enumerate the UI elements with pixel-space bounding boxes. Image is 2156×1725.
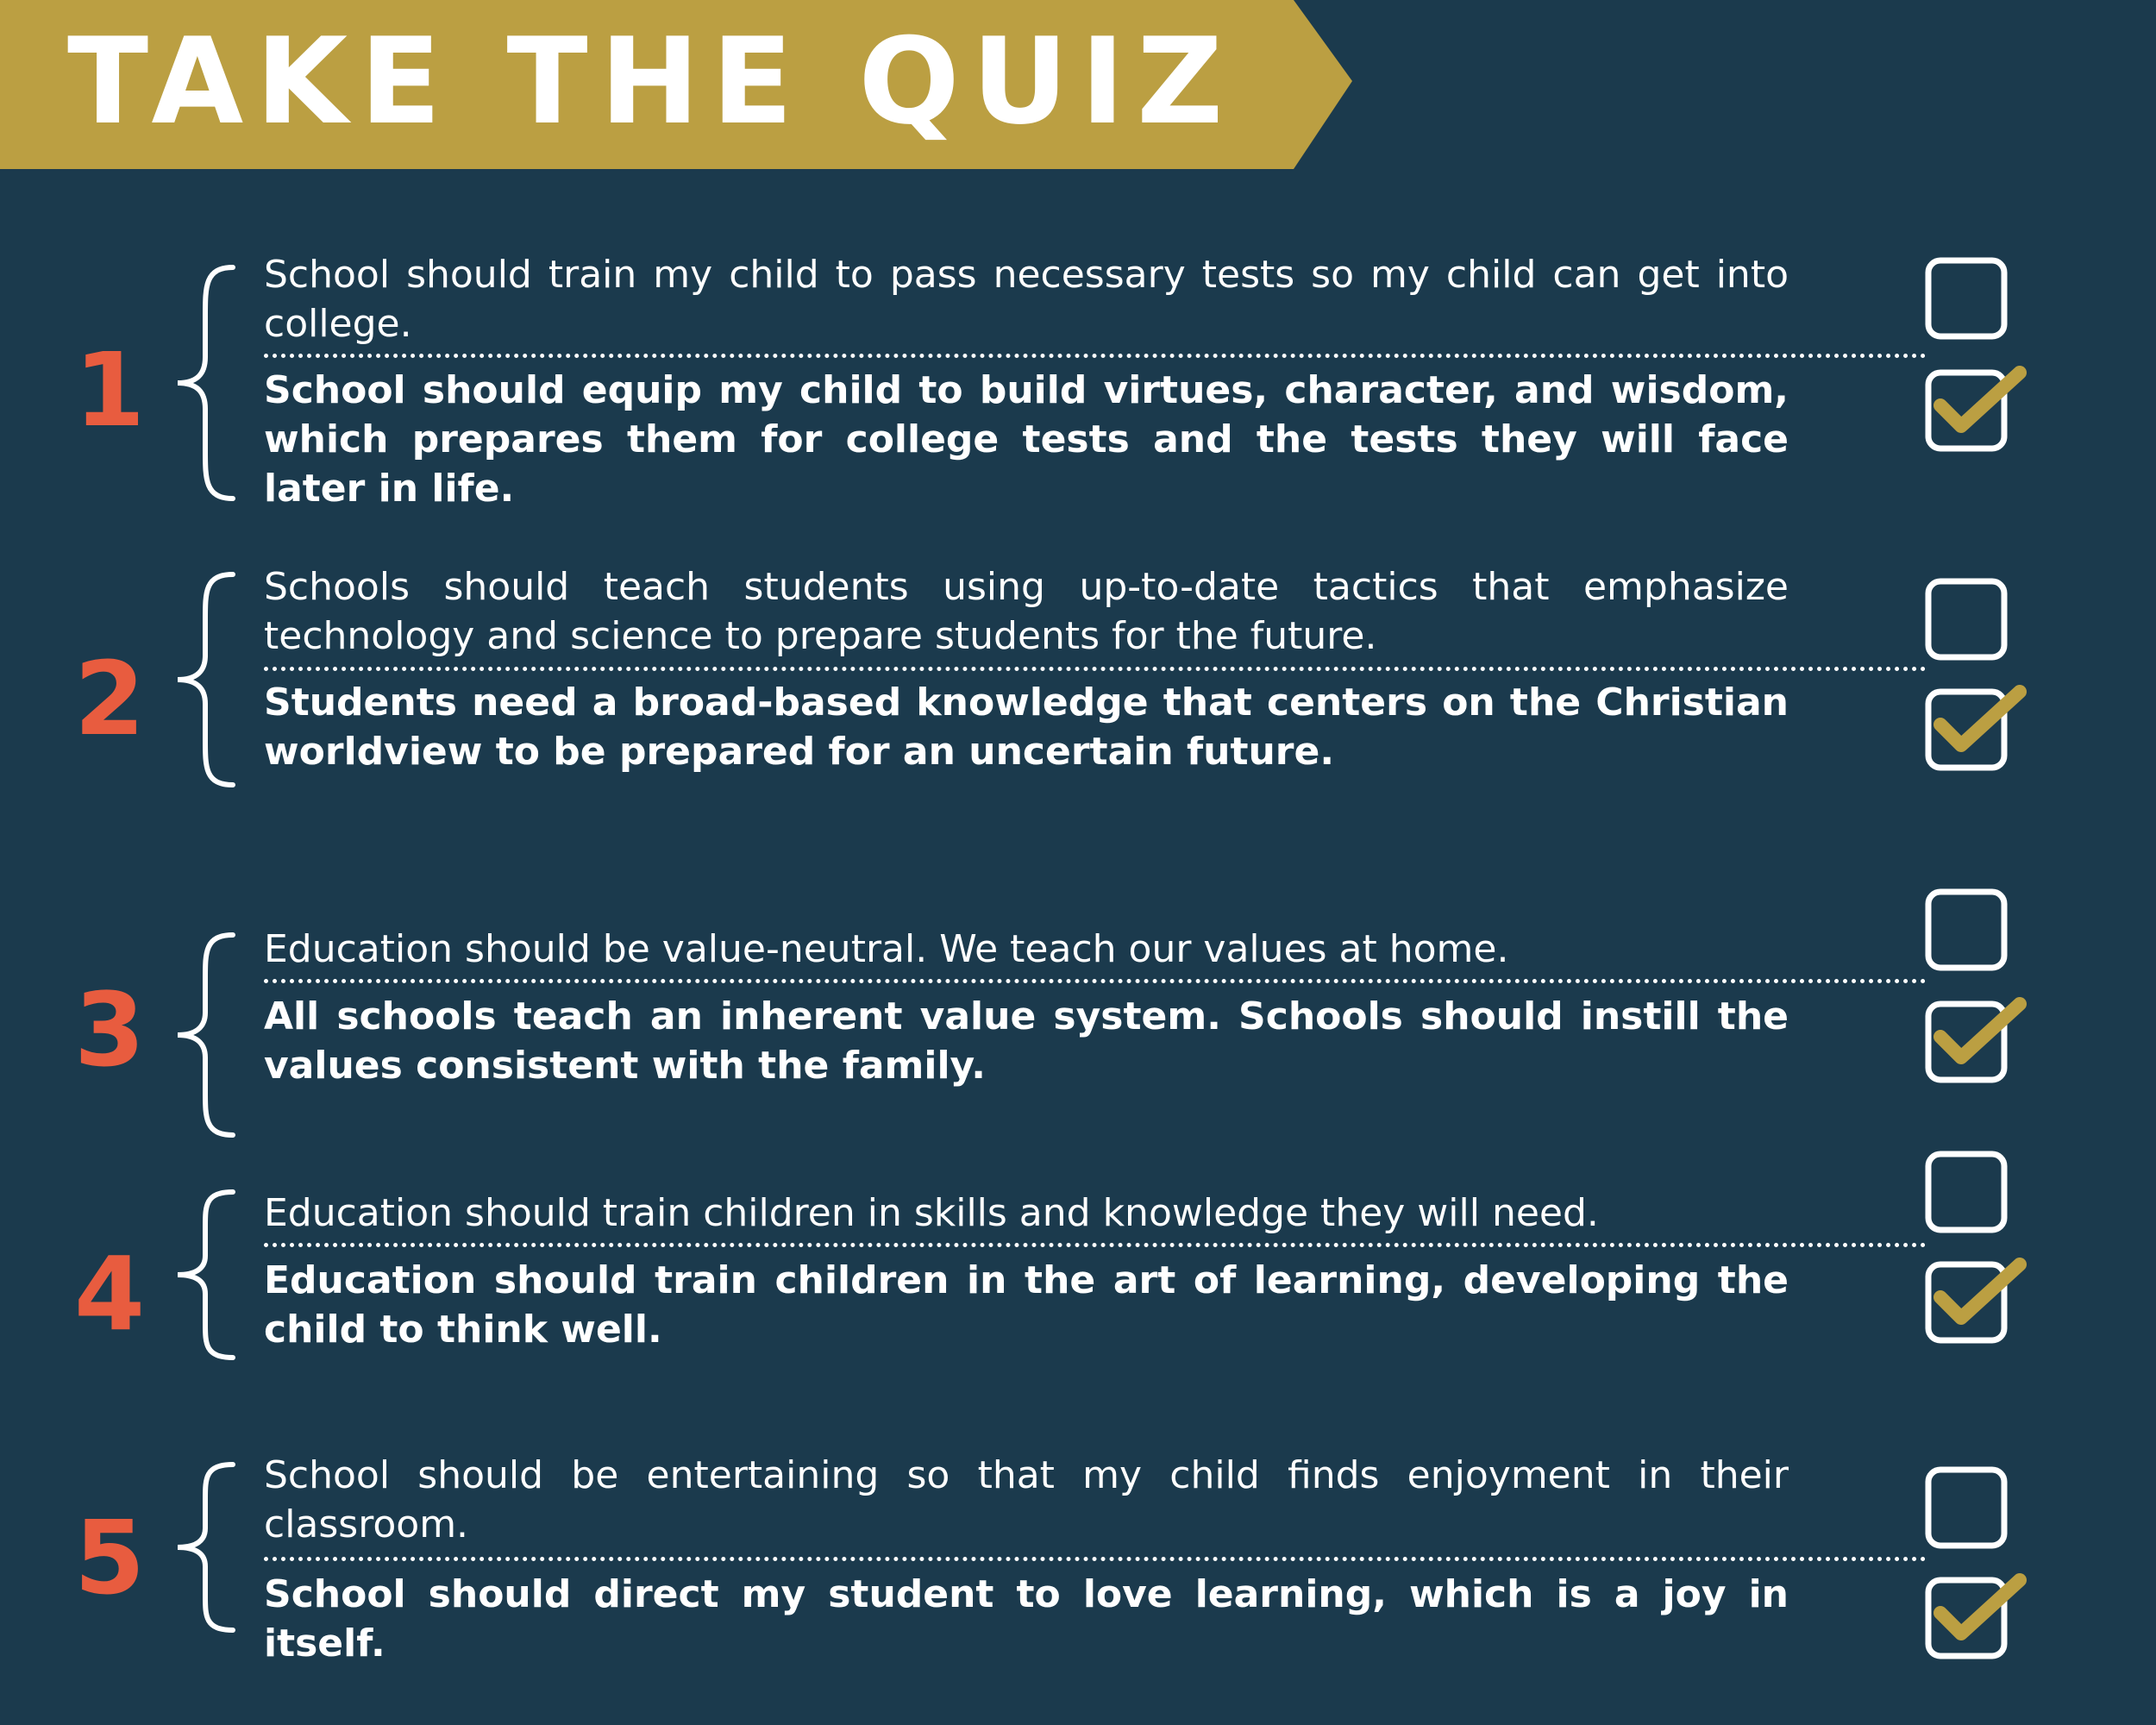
checked-checkbox-icon (1925, 688, 2008, 771)
question-number: 5 (73, 1498, 146, 1617)
question-number: 2 (73, 639, 146, 758)
option-divider (264, 667, 1927, 671)
empty-checkbox-icon (1925, 578, 2008, 661)
option-b-checkbox[interactable] (1925, 688, 2008, 771)
option-a-text: Schools should teach students using up-to-date tactics that emphasize technology and science to prepare students for the future. (264, 565, 1789, 658)
option-a-checkbox[interactable] (1925, 888, 2008, 971)
option-b-text: School should direct my student to love learning, which is a joy in itself. (264, 1572, 1789, 1665)
option-a-text: School should train my child to pass necessary tests so my child can get into college. (264, 253, 1789, 346)
option-b-checkbox[interactable] (1925, 1000, 2008, 1083)
option-b-text: School should equip my child to build virtues, character, and wisdom, which prepares them for college tests and the tests they will face later in life. (264, 368, 1789, 511)
empty-checkbox-icon (1925, 1151, 2008, 1233)
option-divider (264, 979, 1927, 983)
option-b-checkbox[interactable] (1925, 1261, 2008, 1344)
option-a-checkbox[interactable] (1925, 1466, 2008, 1549)
option-a-checkbox[interactable] (1925, 1151, 2008, 1233)
option-a-text: Education should be value-neutral. We teach our values at home. (264, 927, 1509, 971)
option-divider (264, 1243, 1927, 1247)
page-title: TAKE THE QUIZ (67, 12, 1236, 151)
option-a-text: Education should train children in skills and knowledge they will need. (264, 1191, 1599, 1235)
option-b-text: All schools teach an inherent value system. Schools should instill the values consistent with the family. (264, 994, 1789, 1088)
option-divider (264, 1557, 1927, 1561)
checked-checkbox-icon (1925, 1577, 2008, 1659)
quiz-banner (0, 0, 1352, 169)
option-a-text: School should be entertaining so that my child finds enjoyment in their classroom. (264, 1453, 1789, 1546)
empty-checkbox-icon (1925, 888, 2008, 971)
empty-checkbox-icon (1925, 257, 2008, 340)
question-number: 3 (73, 970, 146, 1089)
empty-checkbox-icon (1925, 1466, 2008, 1549)
checked-checkbox-icon (1925, 369, 2008, 452)
question-number: 1 (73, 330, 146, 449)
option-a-checkbox[interactable] (1925, 257, 2008, 340)
option-b-text: Students need a broad-based knowledge that centers on the Christian worldview to be prepared for an uncertain future. (264, 681, 1789, 774)
option-a-checkbox[interactable] (1925, 578, 2008, 661)
curly-brace-icon (172, 1189, 241, 1361)
option-divider (264, 354, 1927, 358)
question-number: 4 (73, 1234, 146, 1353)
curly-brace-icon (172, 932, 241, 1138)
curly-brace-icon (172, 571, 241, 788)
option-b-checkbox[interactable] (1925, 369, 2008, 452)
curly-brace-icon (172, 1461, 241, 1634)
checked-checkbox-icon (1925, 1000, 2008, 1083)
curly-brace-icon (172, 264, 241, 502)
option-b-checkbox[interactable] (1925, 1577, 2008, 1659)
checked-checkbox-icon (1925, 1261, 2008, 1344)
option-b-text: Education should train children in the art of learning, developing the child to think well. (264, 1258, 1789, 1352)
